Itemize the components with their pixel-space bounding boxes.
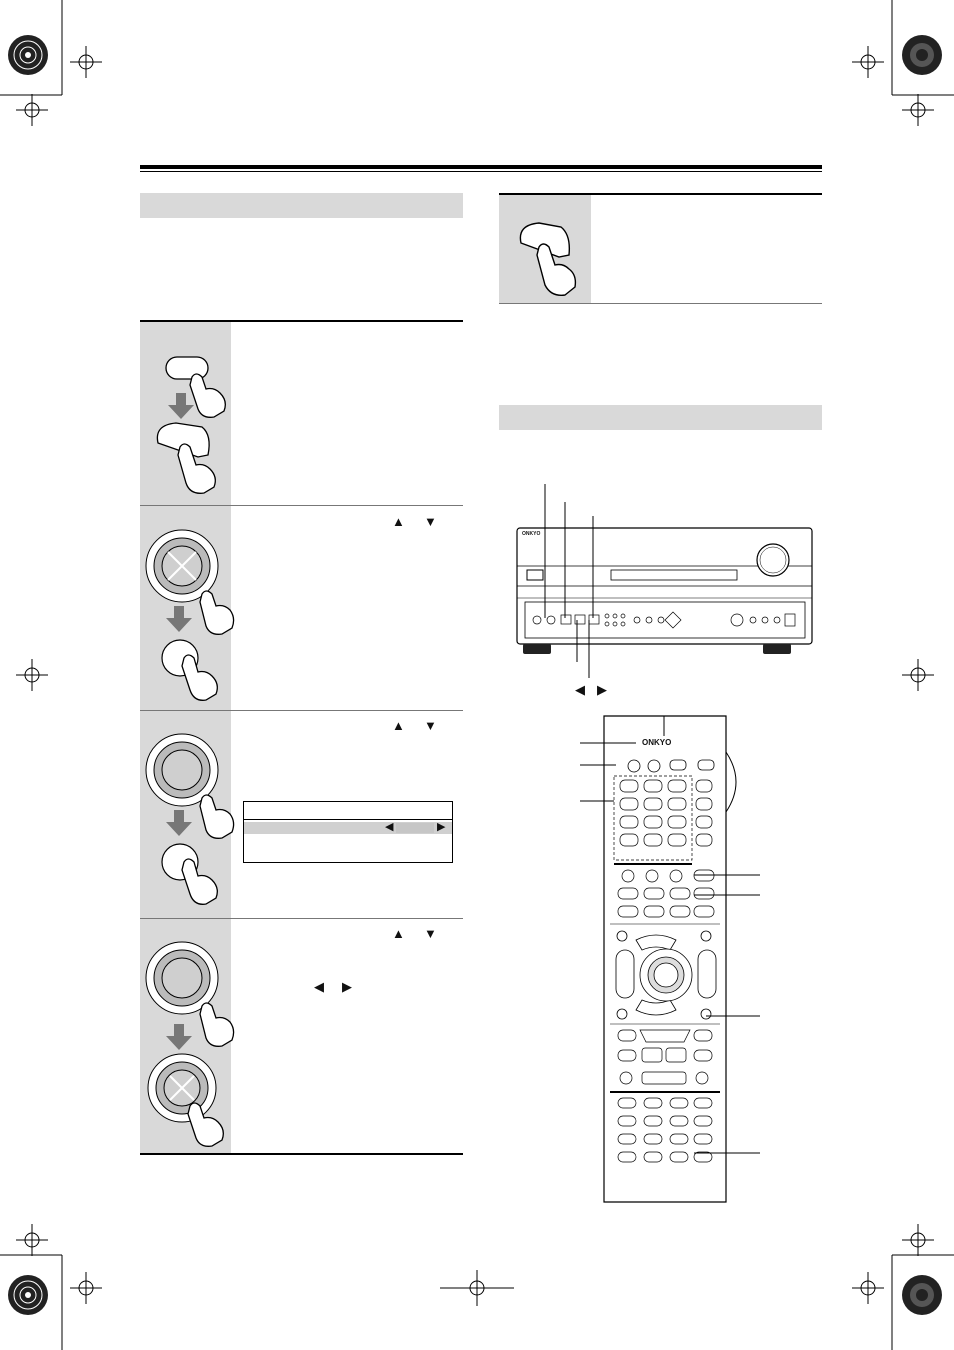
target-bottom-left (8, 1275, 48, 1315)
down-arrow-icon (166, 1024, 192, 1050)
menu-box-right-arrow: ▶ (437, 821, 446, 833)
remote-callouts (580, 735, 780, 1155)
crop-mark-mid-left (16, 659, 48, 691)
step-divider-1 (140, 505, 463, 506)
step4-down-arrow: ▼ (424, 926, 437, 941)
hand-press-icon (190, 374, 225, 417)
front-panel-callouts (535, 480, 635, 690)
hand-press-icon (200, 1003, 234, 1046)
step2-up-arrow: ▲ (392, 514, 405, 529)
target-bottom-right (902, 1275, 942, 1315)
section-heading-bar-right (499, 405, 822, 430)
menu-box-title-rule (244, 819, 452, 820)
front-panel-brand: ONKYO (522, 531, 541, 537)
steps-bottom-rule (140, 1153, 463, 1155)
header-rule-thin (140, 171, 822, 172)
button-icon (166, 357, 208, 379)
step4-icons (140, 920, 231, 1152)
step1-icons (140, 325, 231, 505)
target-top-right (902, 35, 942, 75)
step2-down-arrow: ▼ (424, 514, 437, 529)
foot-right (763, 644, 791, 654)
crop-mark-bottom-center (440, 1270, 514, 1306)
step-divider-2 (140, 710, 463, 711)
menu-box-left-arrow: ◀ (385, 821, 394, 833)
step3-icons (140, 712, 231, 912)
hand-press-icon-right (499, 195, 591, 303)
step-divider-3 (140, 918, 463, 919)
crop-mark-mid-right (902, 659, 934, 691)
step4-right-arrow: ▶ (342, 979, 352, 994)
front-panel-left-arrow: ◀ (575, 682, 585, 697)
down-arrow-icon (168, 393, 194, 419)
hand-press-icon (182, 655, 217, 700)
step3-up-arrow: ▲ (392, 718, 405, 733)
hand-press-icon (200, 591, 234, 634)
dial-icon (148, 1054, 216, 1122)
onscreen-menu-box (243, 801, 453, 863)
front-panel-right-arrow: ▶ (597, 682, 607, 697)
step2-icons (140, 508, 231, 708)
right-panel-bottom-rule (499, 303, 822, 304)
step4-up-arrow: ▲ (392, 926, 405, 941)
remote-brand: ONKYO (642, 738, 672, 747)
down-arrow-icon (166, 606, 192, 632)
down-arrow-icon (166, 810, 192, 836)
target-top-left (8, 35, 48, 75)
step3-down-arrow: ▼ (424, 718, 437, 733)
header-rule (140, 165, 822, 169)
step4-left-arrow: ◀ (314, 979, 324, 994)
hand-press-icon (200, 795, 234, 838)
section-heading-bar-left (140, 193, 463, 218)
menu-box-value-field (396, 823, 434, 833)
volume-knob (757, 544, 789, 576)
hand-press-icon (182, 859, 217, 904)
